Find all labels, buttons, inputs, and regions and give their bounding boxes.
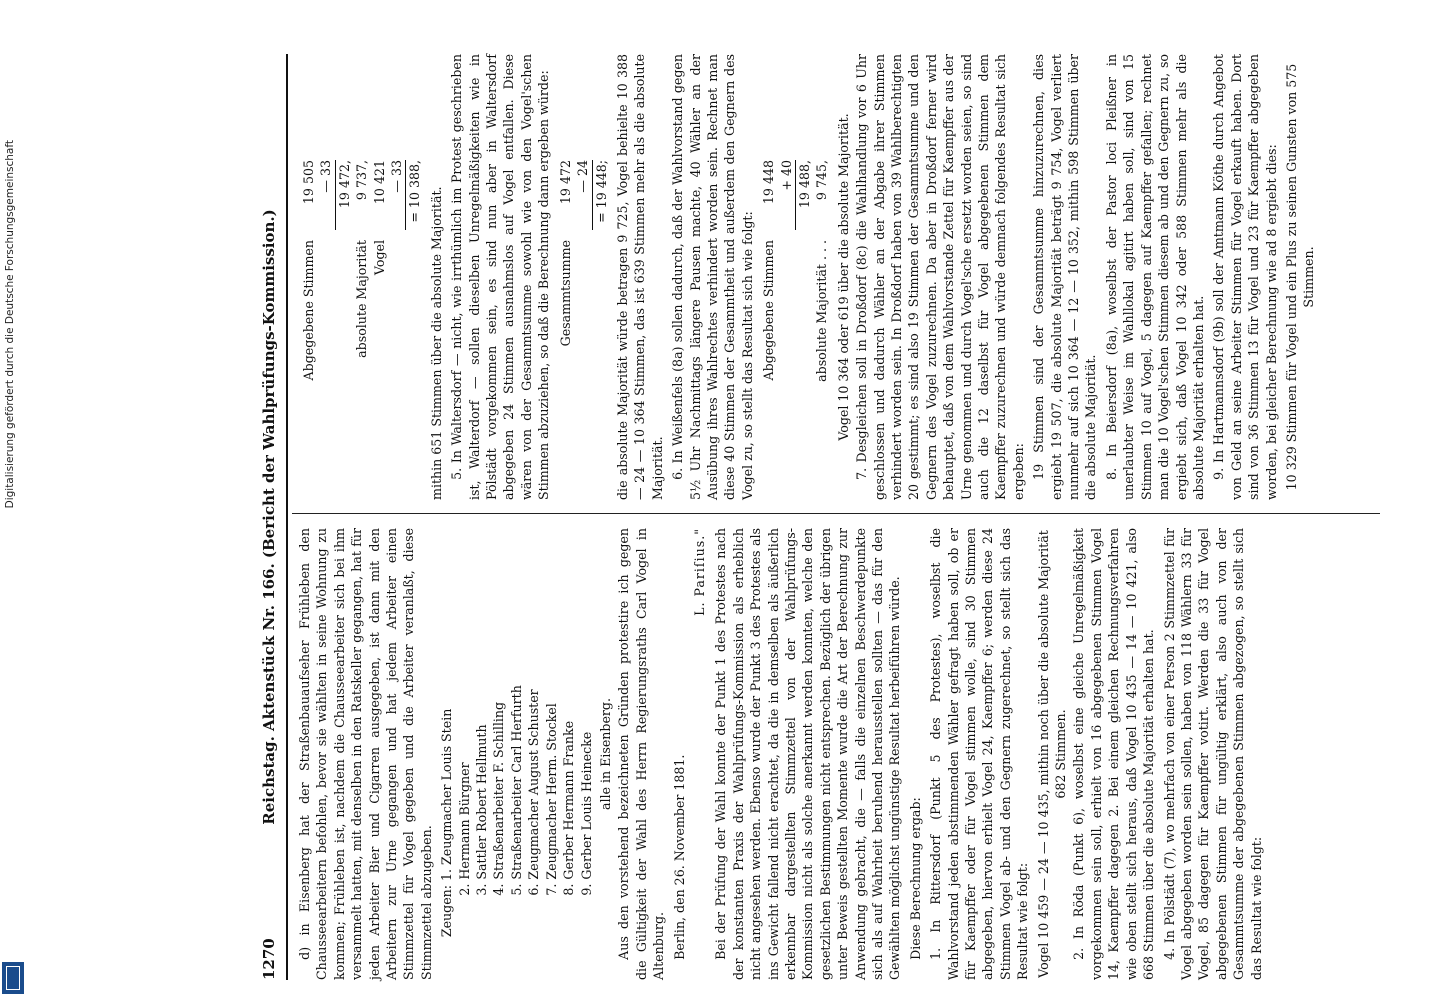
witness-item: 8. Gerber Hermann Franke [561, 720, 577, 896]
paragraph: 8. In Beiersdorf (8a), woselbst der Pastor loci Pleißner in unerlaubter Weise im Wahllokal agitirt haben soll, sind von 15 Stimmen 10 auf Vogel, 5 dagegen auf Kaempffer gefallen; rechnet man die 10 Vogel'schen Stimmen diesem ab und den Gegnern zu, so ergiebt sich, daß Vogel 10 342 oder 588 Stimmen mehr als die absolute Majorität erhalten hat. [1103, 54, 1206, 500]
calc-value: + 40 [778, 160, 794, 191]
calculation-line: Vogel 10 459 — 24 — 10 435, mithin noch über die absolute Majorität 682 Stimmen. [1035, 530, 1069, 978]
calc-value: 19 488, [796, 160, 812, 209]
calc-value: — 33 [318, 160, 334, 193]
page-header [260, 54, 286, 980]
paragraph: die absolute Majorität würde betragen 9 725, Vogel behielte 10 388 — 24 — 10 364 Stimmen, das ist 639 Stimmen mehr als die absolute Majorität. [614, 54, 665, 500]
calc-value: 10 421 [371, 160, 387, 205]
column-divider [292, 513, 1380, 514]
calc-label [593, 230, 610, 440]
calculation-block-3 [760, 54, 831, 500]
witness-item: 6. Zeugmacher August Schuster [526, 689, 542, 896]
calc-value: 19 472 [557, 160, 573, 205]
header-rule [286, 54, 288, 980]
calculation-block-2 [557, 54, 610, 500]
signature: L. Pariſius." [691, 528, 707, 616]
calc-label [778, 230, 795, 440]
calc-value: 9 745, [814, 160, 830, 201]
calc-value: 19 448 [761, 160, 777, 205]
witness-item: 5. Straßenarbeiter Carl Herfurth [508, 685, 524, 896]
witness-item: 7. Zeugmacher Herm. Stockel [543, 703, 559, 896]
paragraph: Bei der Prüfung der Wahl konnte der Punkt 1 des Protestes nach der konstanten Praxis der Wahlprüfungs-Kommission als erheblich nicht angesehen werden. Ebenso wurde der Punkt 3 des Protestes als ins Gewicht fallend nicht erachtet, da die in demselben als äußerlich erkennbar dargestellten Stimmzettel von der Wahlprüfungs-Kommission nicht als solche anerkannt werden konnten, welche den gesetzlichen Bestimmungen nicht entsprechen. Bezüglich der übrigen unter Beweis gestellten Momente wurde die Art der Berechnung zur Anwendung gebracht, die — falls die einzelnen Beschwerdepunkte sich als auf Wahrheit beruhend herausstellen sollten — das für den Gewählten möglichst ungünstige Resultat herbeiführen würde. [713, 528, 903, 980]
calc-label: Vogel [371, 240, 387, 276]
calc-value: = 10 388, [407, 160, 423, 223]
calc-label: Abgegebene Stimmen [301, 240, 316, 381]
witness-item: 2. Hermann Bürgner [456, 762, 472, 896]
digitization-note-text: Digitalisierung gefördert durch die Deutsche Forschungsgemeinschaft [4, 140, 16, 509]
paragraph: 5. In Waltersdorf — nicht, wie irrthümlich im Protest geschrieben ist, Walterdorf — sollen dieselben Unregelmäßigkeiten wie in Pölstädt vorgekommen sein, es sind nun aber in Waltersdorf abgegeben 24 Stimmen ausnahmslos auf Vogel entfallen. Diese wären von der Gesammtsumme sowohl wie von den Vogel'schen Stimmen abzuziehen, so daß die Berechnung dann ergeben würde: [449, 54, 552, 500]
paragraph: Diese Berechnung ergab: [907, 797, 923, 960]
calc-label [336, 230, 353, 440]
calc-label [796, 230, 813, 440]
witness-item: 3. Sattler Robert Hellmuth [474, 724, 490, 896]
calc-label [388, 230, 405, 440]
left-column [296, 528, 1268, 980]
calc-value: = 19 448; [593, 160, 609, 223]
calc-value: — 33 [389, 160, 405, 193]
running-title: Reichstag. Aktenstück Nr. 166. (Bericht der Wahlprüfungs-Kommission.) [260, 209, 278, 825]
paragraph: 9. In Hartmannsdorf (9b) soll der Amtmann Köthe durch Angebot von Geld an seine Arbeiter Stimmen für Vogel erkauft haben. Dort sind von 36 Stimmen 13 für Vogel und 23 für Kaempffer abgegeben worden, bei gleicher Berechnung wie ad 8 ergiebt dies: [1211, 54, 1279, 500]
paragraph: 7. Desgleichen soll in Droßdorf (8c) die Wahlhandlung vor 6 Uhr geschlossen und dadurch Wähler an der Abgabe ihrer Stimmen verhindert worden sein. In Droßdorf haben von 39 Wahlberechtigten 20 gestimmt; es sind also 19 Stimmen der Gesammtsumme und den Gegnern des Vogel zuzurechnen. Da aber in Droßdorf ferner wird behauptet, daß von dem Wahlvorstande Zettel für Kaempffer aus der Urne genommen und durch Vogel'sche ersetzt worden seien, so sind auch die 12 daselbst für Vogel abgegebenen Stimmen dem Kaempffer zuzurechnen und würde demnach folgendes Resultat sich ergeben: [854, 54, 1026, 500]
calc-value: 9 737, [354, 160, 370, 201]
paragraph: 6. In Weißenfels (8a) sollen dadurch, daß der Wahlvorstand gegen 5½ Uhr Nachmittags längere Pausen machte, 40 Wähler an der Ausübung ihres Wahlrechtes verhindert worden sein. Rechnet man diese 40 Stimmen der Gesammtheit und außerdem den Gegnern des Vogel zu, so stellt das Resultat sich wie folgt: [670, 54, 755, 500]
calculation-line: Vogel 10 364 oder 619 über die absolute Majorität. [835, 113, 851, 441]
right-column [296, 54, 1319, 500]
date-line: Berlin, den 26. November 1881. [671, 754, 687, 960]
paragraph: d) in Eisenberg hat der Straßenbauaufseher Frühleben den Chausseearbeitern befohlen, bevor sie wählten in seine Wohnung zu kommen; Frühleben ist, nachdem die Chausseearbeiter sich bei ihm versammelt hatten, mit denselben in den Ratskeller gegangen, hat für jeden Arbeiter Bier und Cigarren ausgegeben, ist dann mit den Arbeitern zur Urne gegangen und hat jedem Arbeiter einen Stimmzettel für Vogel gegeben und die Arbeiter veranlaßt, diese Stimmzettel abzugeben. [297, 528, 434, 980]
witness-list [438, 528, 595, 937]
calc-label: absolute Majorität . . . [814, 240, 830, 382]
dfg-logo-mark [6, 966, 20, 990]
witness-item: 4. Straßenarbeiter F. Schilling [491, 701, 507, 896]
witness-place: alle in Eisenberg. [597, 698, 613, 811]
dfg-logo [2, 962, 24, 994]
rotated-document-page [258, 40, 1386, 1000]
calculation-line: 10 329 Stimmen für Vogel und ein Plus zu seinen Gunsten von 575 Stimmen. [1283, 63, 1317, 491]
calc-label [317, 230, 334, 440]
calc-value: — 24 [575, 160, 591, 193]
calc-value: 19 472, [336, 160, 352, 209]
page-number: 1270 [260, 938, 278, 980]
calc-label: absolute Majorität [354, 240, 370, 358]
calc-label [406, 230, 423, 440]
calc-label: Gesammtsumme [557, 240, 573, 347]
paragraph: 4. In Pölstädt (7), wo mehrfach von einer Person 2 Stimmzettel für Vogel abgegeben worden sein sollen, haben von 118 Wählern 33 für Vogel, 85 dagegen für Kaempffer votirt. Werden die 33 für Vogel abgegebenen Stimmen für ungültig erklärt, also auch von der Gesammtsumme der abgegebenen Stimmen abgezogen, so stellt sich das Resultat wie folgt: [1161, 528, 1264, 980]
paragraph: 1. In Rittersdorf (Punkt 5 des Protestes), woselbst die Wahlvorstand jeden abstimmenden Wähler gefragt haben soll, ob er für Kaempffer oder für Vogel stimmen wolle, sind 30 Stimmen abgegeben, hiervon erhielt Vogel 24, Kaempffer 6; werden diese 24 Stimmen Vogel ab- und den Gegnern zugerechnet, so stellt sich das Resultat wie folgt: [928, 528, 1031, 980]
witness-intro: Zeugen: 1. Zeugmacher Louis Stein [439, 708, 455, 938]
digitization-note [4, 140, 20, 1000]
witness-item: 9. Gerber Louis Heinecke [578, 731, 594, 896]
calc-value: 19 505 [301, 160, 316, 205]
calculation-block-1 [300, 54, 424, 500]
paragraph: 2. In Röda (Punkt 6), woselbst eine gleiche Unregelmäßigkeit vorgekommen sein soll, erhielt von 16 abgegebenen Stimmen Vogel 14, Kaempffer dagegen 2. Bei einem gleichen Rechnungsverfahren wie oben stellt sich heraus, daß Vogel 10 435 — 14 — 10 421, also 668 Stimmen über die absolute Majorität erhalten hat. [1071, 528, 1157, 980]
calc-label [574, 230, 591, 440]
calc-label: Abgegebene Stimmen [761, 240, 777, 381]
paragraph: 19 Stimmen sind der Gesammtsumme hinzuzurechnen, dies ergiebt 19 507, die absolute Majorität beträgt 9 754, Vogel verliert nunmehr auf sich 10 364 — 12 — 10 352, mithin 598 Stimmen über die absolute Majorität. [1031, 54, 1099, 500]
paragraph: mithin 651 Stimmen über die absolute Majorität. [428, 186, 444, 500]
paragraph: Aus den vorstehend bezeichneten Gründen protestire ich gegen die Gültigkeit der Wahl des Herrn Regierungsraths Carl Vogel in Altenburg. [616, 528, 667, 980]
